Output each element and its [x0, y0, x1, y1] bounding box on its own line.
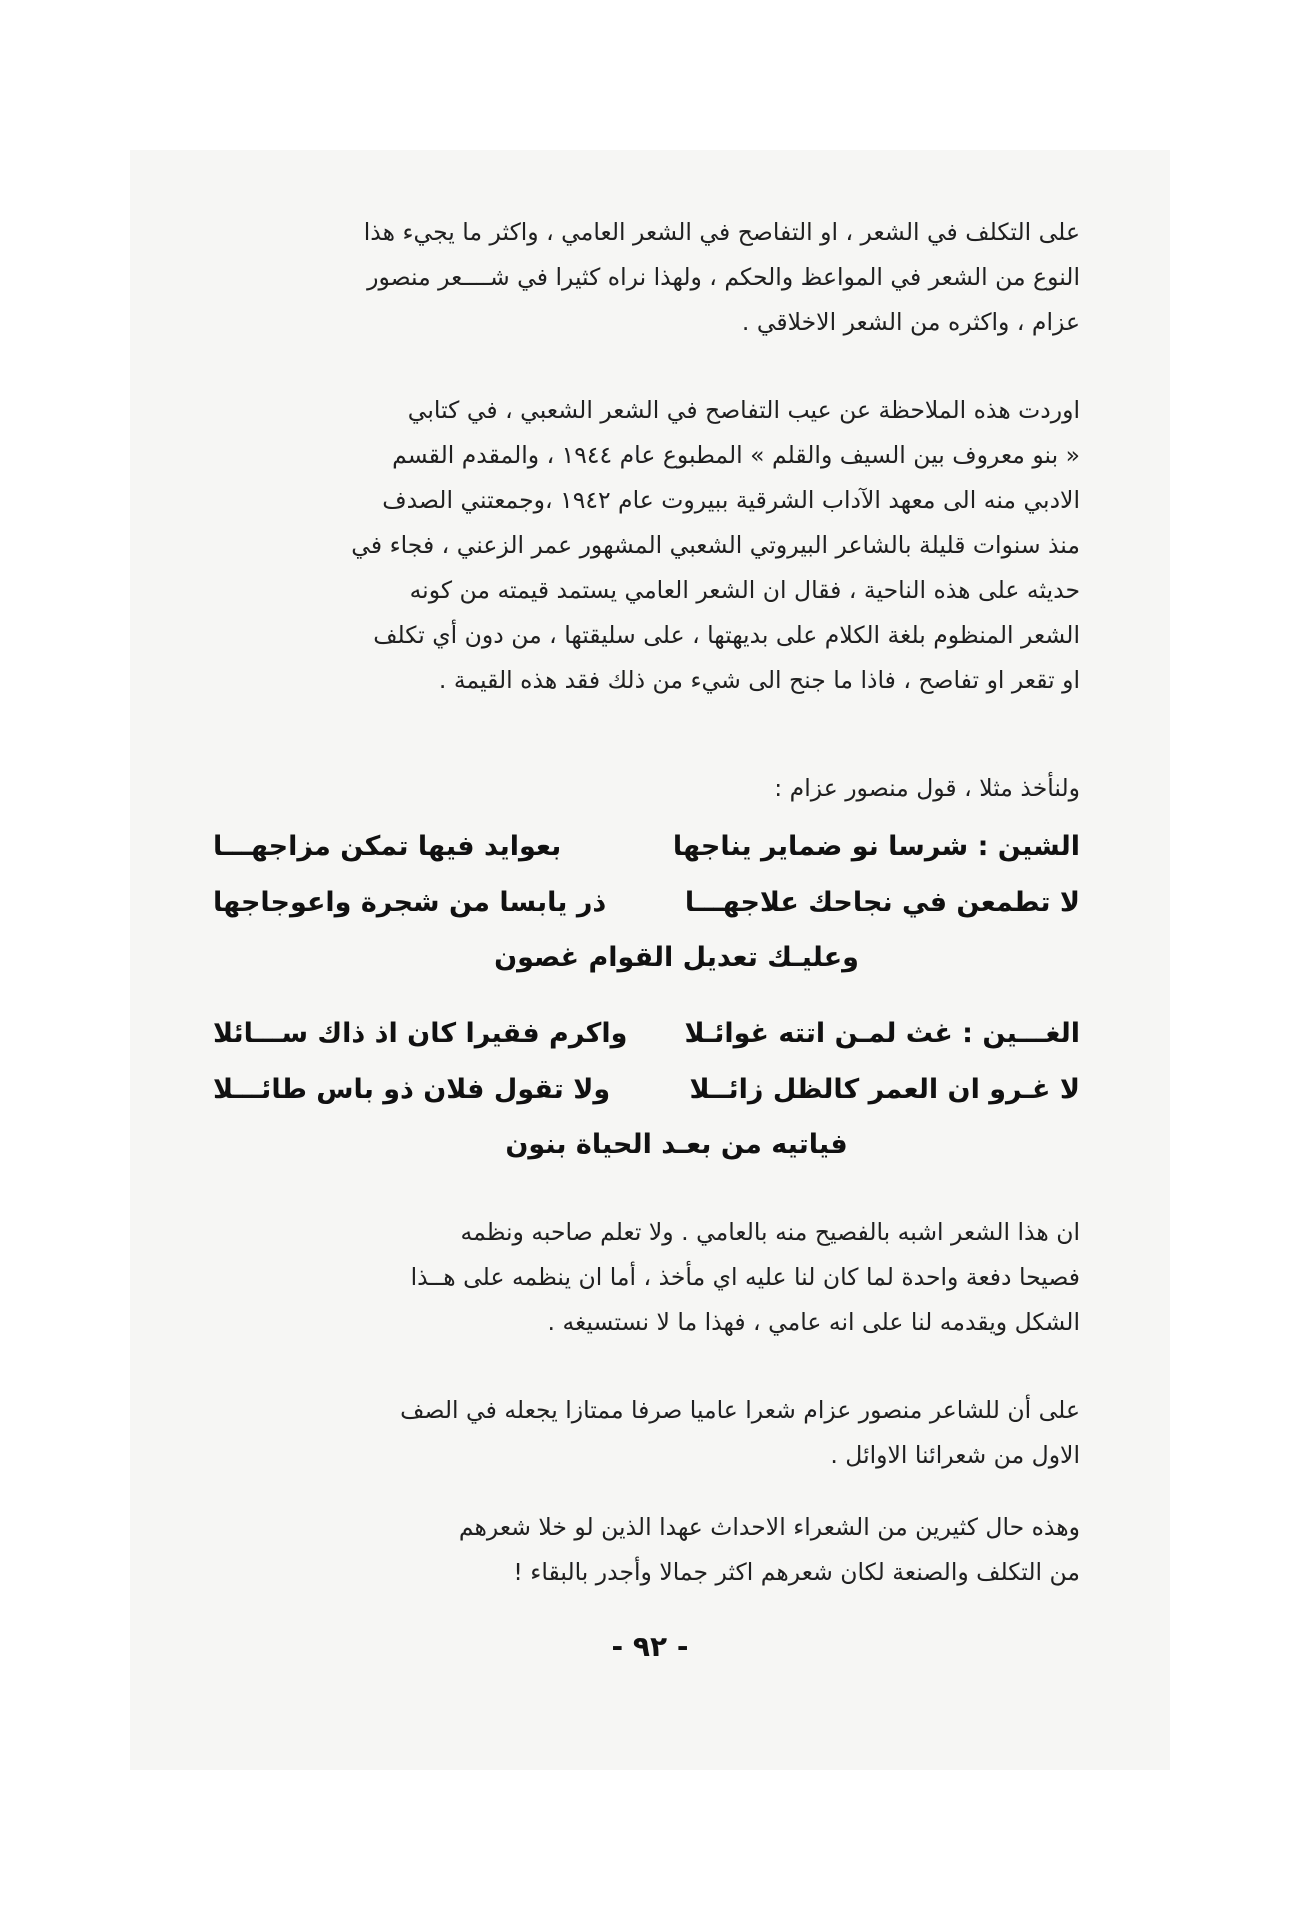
text-line: على أن للشاعر منصور عزام شعرا عاميا صرفا ممتازا يجعله في الصف [400, 1396, 1080, 1424]
text-line: اوردت هذه الملاحظة عن عيب التفاصح في الشعر الشعبي ، في كتابي [407, 396, 1080, 424]
verse-left-hemistich: بعوايد فيها تمكن مزاجهـــا [213, 830, 562, 862]
verse-row [213, 818, 1080, 874]
verse-row [213, 1005, 1080, 1061]
text-line: عزام ، واكثره من الشعر الاخلاقي . [741, 308, 1080, 336]
paragraph-6 [213, 1505, 1080, 1595]
paragraph-5 [213, 1388, 1080, 1478]
verse-left-hemistich: ولا تقول فلان ذو باس طائـــلا [213, 1073, 611, 1105]
paragraph-2 [213, 388, 1080, 703]
text-line: منذ سنوات قليلة بالشاعر البيروتي الشعبي المشهور عمر الزعني ، فجاء في [351, 531, 1080, 559]
text-line: « بنو معروف بين السيف والقلم » المطبوع عام ١٩٤٤ ، والمقدم القسم [392, 441, 1080, 469]
poem-stanza-2 [213, 1005, 1080, 1173]
text-line: ولنأخذ مثلا ، قول منصور عزام : [774, 774, 1080, 802]
verse-left-hemistich: ذر يابسا من شجرة واعوجاجها [213, 886, 607, 918]
text-line: من التكلف والصنعة لكان شعرهم اكثر جمالا وأجدر بالبقاء ! [513, 1558, 1080, 1586]
verse-refrain: فياتيه من بعـد الحياة بنون [505, 1129, 848, 1160]
text-line: فصيحا دفعة واحدة لما كان لنا عليه اي مأخذ ، أما ان ينظمه على هــذا [410, 1263, 1080, 1291]
text-line: وهذه حال كثيرين من الشعراء الاحداث عهدا الذين لو خلا شعرهم [458, 1513, 1080, 1541]
verse-refrain: وعليـك تعديل القوام غصون [494, 942, 859, 973]
text-line: النوع من الشعر في المواعظ والحكم ، ولهذا نراه كثيرا في شــــعر منصور [367, 263, 1080, 291]
poem-stanza-1 [213, 818, 1080, 986]
verse-right-hemistich: الشين : شرسا نو ضماير يناجها [672, 830, 1080, 862]
paragraph-4 [213, 1210, 1080, 1345]
page-number: - ٩٢ - [611, 1630, 689, 1663]
text-line: الشكل ويقدمه لنا على انه عامي ، فهذا ما لا نستسيغه . [547, 1308, 1080, 1336]
paragraph-1 [213, 210, 1080, 345]
paragraph-3 [213, 766, 1080, 811]
text-line: على التكلف في الشعر ، او التفاصح في الشعر العامي ، واكثر ما يجيء هذا [363, 218, 1080, 246]
verse-right-hemistich: الغـــين : غث لمـن اتته غوائـلا [684, 1017, 1080, 1049]
verse-left-hemistich: واكرم فقيرا كان اذ ذاك ســـائلا [213, 1017, 628, 1049]
text-line: الادبي منه الى معهد الآداب الشرقية ببيروت عام ١٩٤٢ ،وجمعتني الصدف [382, 486, 1080, 514]
verse-right-hemistich: لا غـرو ان العمر كالظل زائــلا [689, 1073, 1080, 1105]
verse-right-hemistich: لا تطمعن في نجاحك علاجهـــا [684, 886, 1080, 918]
text-line: الاول من شعرائنا الاوائل . [830, 1441, 1080, 1469]
text-line: الشعر المنظوم بلغة الكلام على بديهتها ، على سليقتها ، من دون أي تكلف [373, 621, 1080, 649]
text-line: او تقعر او تفاصح ، فاذا ما جنح الى شيء من ذلك فقد هذه القيمة . [438, 666, 1080, 694]
text-line: حديثه على هذه الناحية ، فقال ان الشعر العامي يستمد قيمته من كونه [409, 576, 1080, 604]
verse-row [213, 1061, 1080, 1117]
verse-row [213, 874, 1080, 930]
text-line: ان هذا الشعر اشبه بالفصيح منه بالعامي . ولا تعلم صاحبه ونظمه [460, 1218, 1080, 1246]
